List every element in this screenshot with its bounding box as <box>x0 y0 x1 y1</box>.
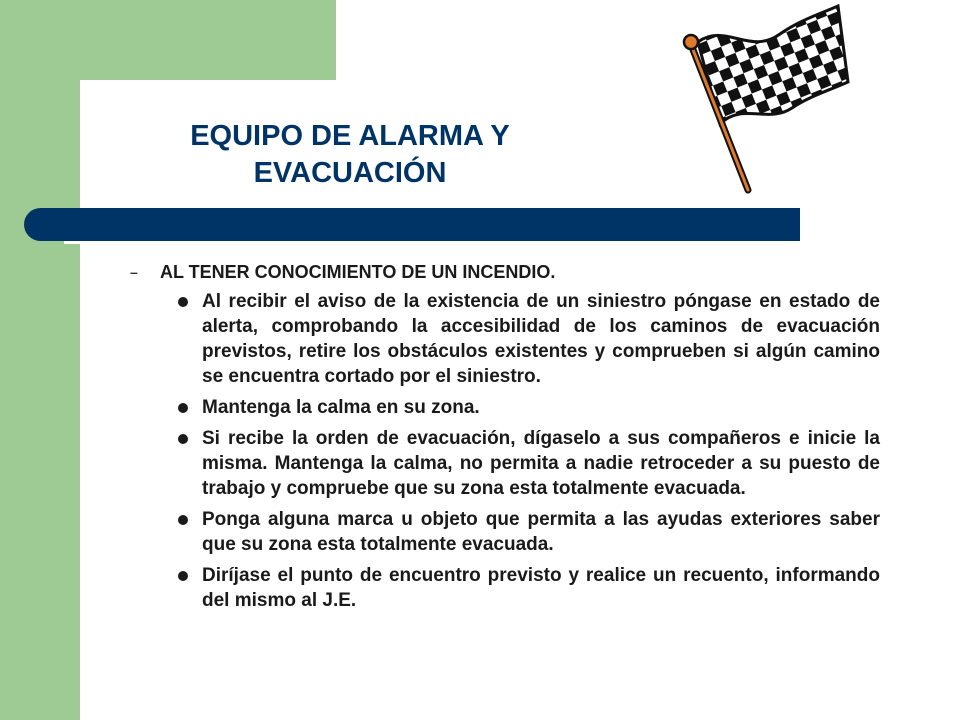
bullet-item <box>172 563 880 613</box>
title-underline-bar <box>24 208 800 241</box>
bullet-item <box>172 395 880 420</box>
dash-marker: – <box>130 264 138 280</box>
bullet-text: Mantenga la calma en su zona. <box>202 397 480 418</box>
bullet-text: Al recibir el aviso de la existencia de un siniestro póngase en estado de alerta, comprobando la accesibilidad de los caminos de evacuación previstos, retire los obstáculos existentes y comprueben si algún camino se encuentra cortado por el siniestro. <box>202 291 880 387</box>
bullet-text: Si recibe la orden de evacuación, dígaselo a sus compañeros e inicie la misma. Mantenga la calma, no permita a nadie retroceder a su puesto de trabajo y compruebe que su zona esta totalmente evacuada. <box>202 428 880 499</box>
bar-notch <box>64 241 80 244</box>
bullet-item <box>172 289 880 389</box>
checkered-flag-icon <box>680 4 850 194</box>
bullet-text: Ponga alguna marca u objeto que permita a las ayudas exteriores saber que su zona esta totalmente evacuada. <box>202 509 880 555</box>
bullet-item <box>172 426 880 501</box>
title-line-1: EQUIPO DE ALARMA Y <box>190 120 510 152</box>
bullet-list <box>172 289 880 619</box>
green-top-block <box>0 0 336 80</box>
bullet-dot-icon <box>178 515 188 525</box>
bullet-item <box>172 507 880 557</box>
green-left-strip <box>0 0 80 720</box>
bullet-dot-icon <box>178 571 188 581</box>
bullet-dot-icon <box>178 403 188 413</box>
title-line-2: EVACUACIÓN <box>253 157 447 189</box>
bullet-dot-icon <box>178 434 188 444</box>
bullet-dot-icon <box>178 297 188 307</box>
slide-title <box>120 118 580 192</box>
heading-text: AL TENER CONOCIMIENTO DE UN INCENDIO. <box>160 262 556 282</box>
bullet-text: Diríjase el punto de encuentro previsto y realice un recuento, informando del mismo al J.E. <box>202 565 880 611</box>
